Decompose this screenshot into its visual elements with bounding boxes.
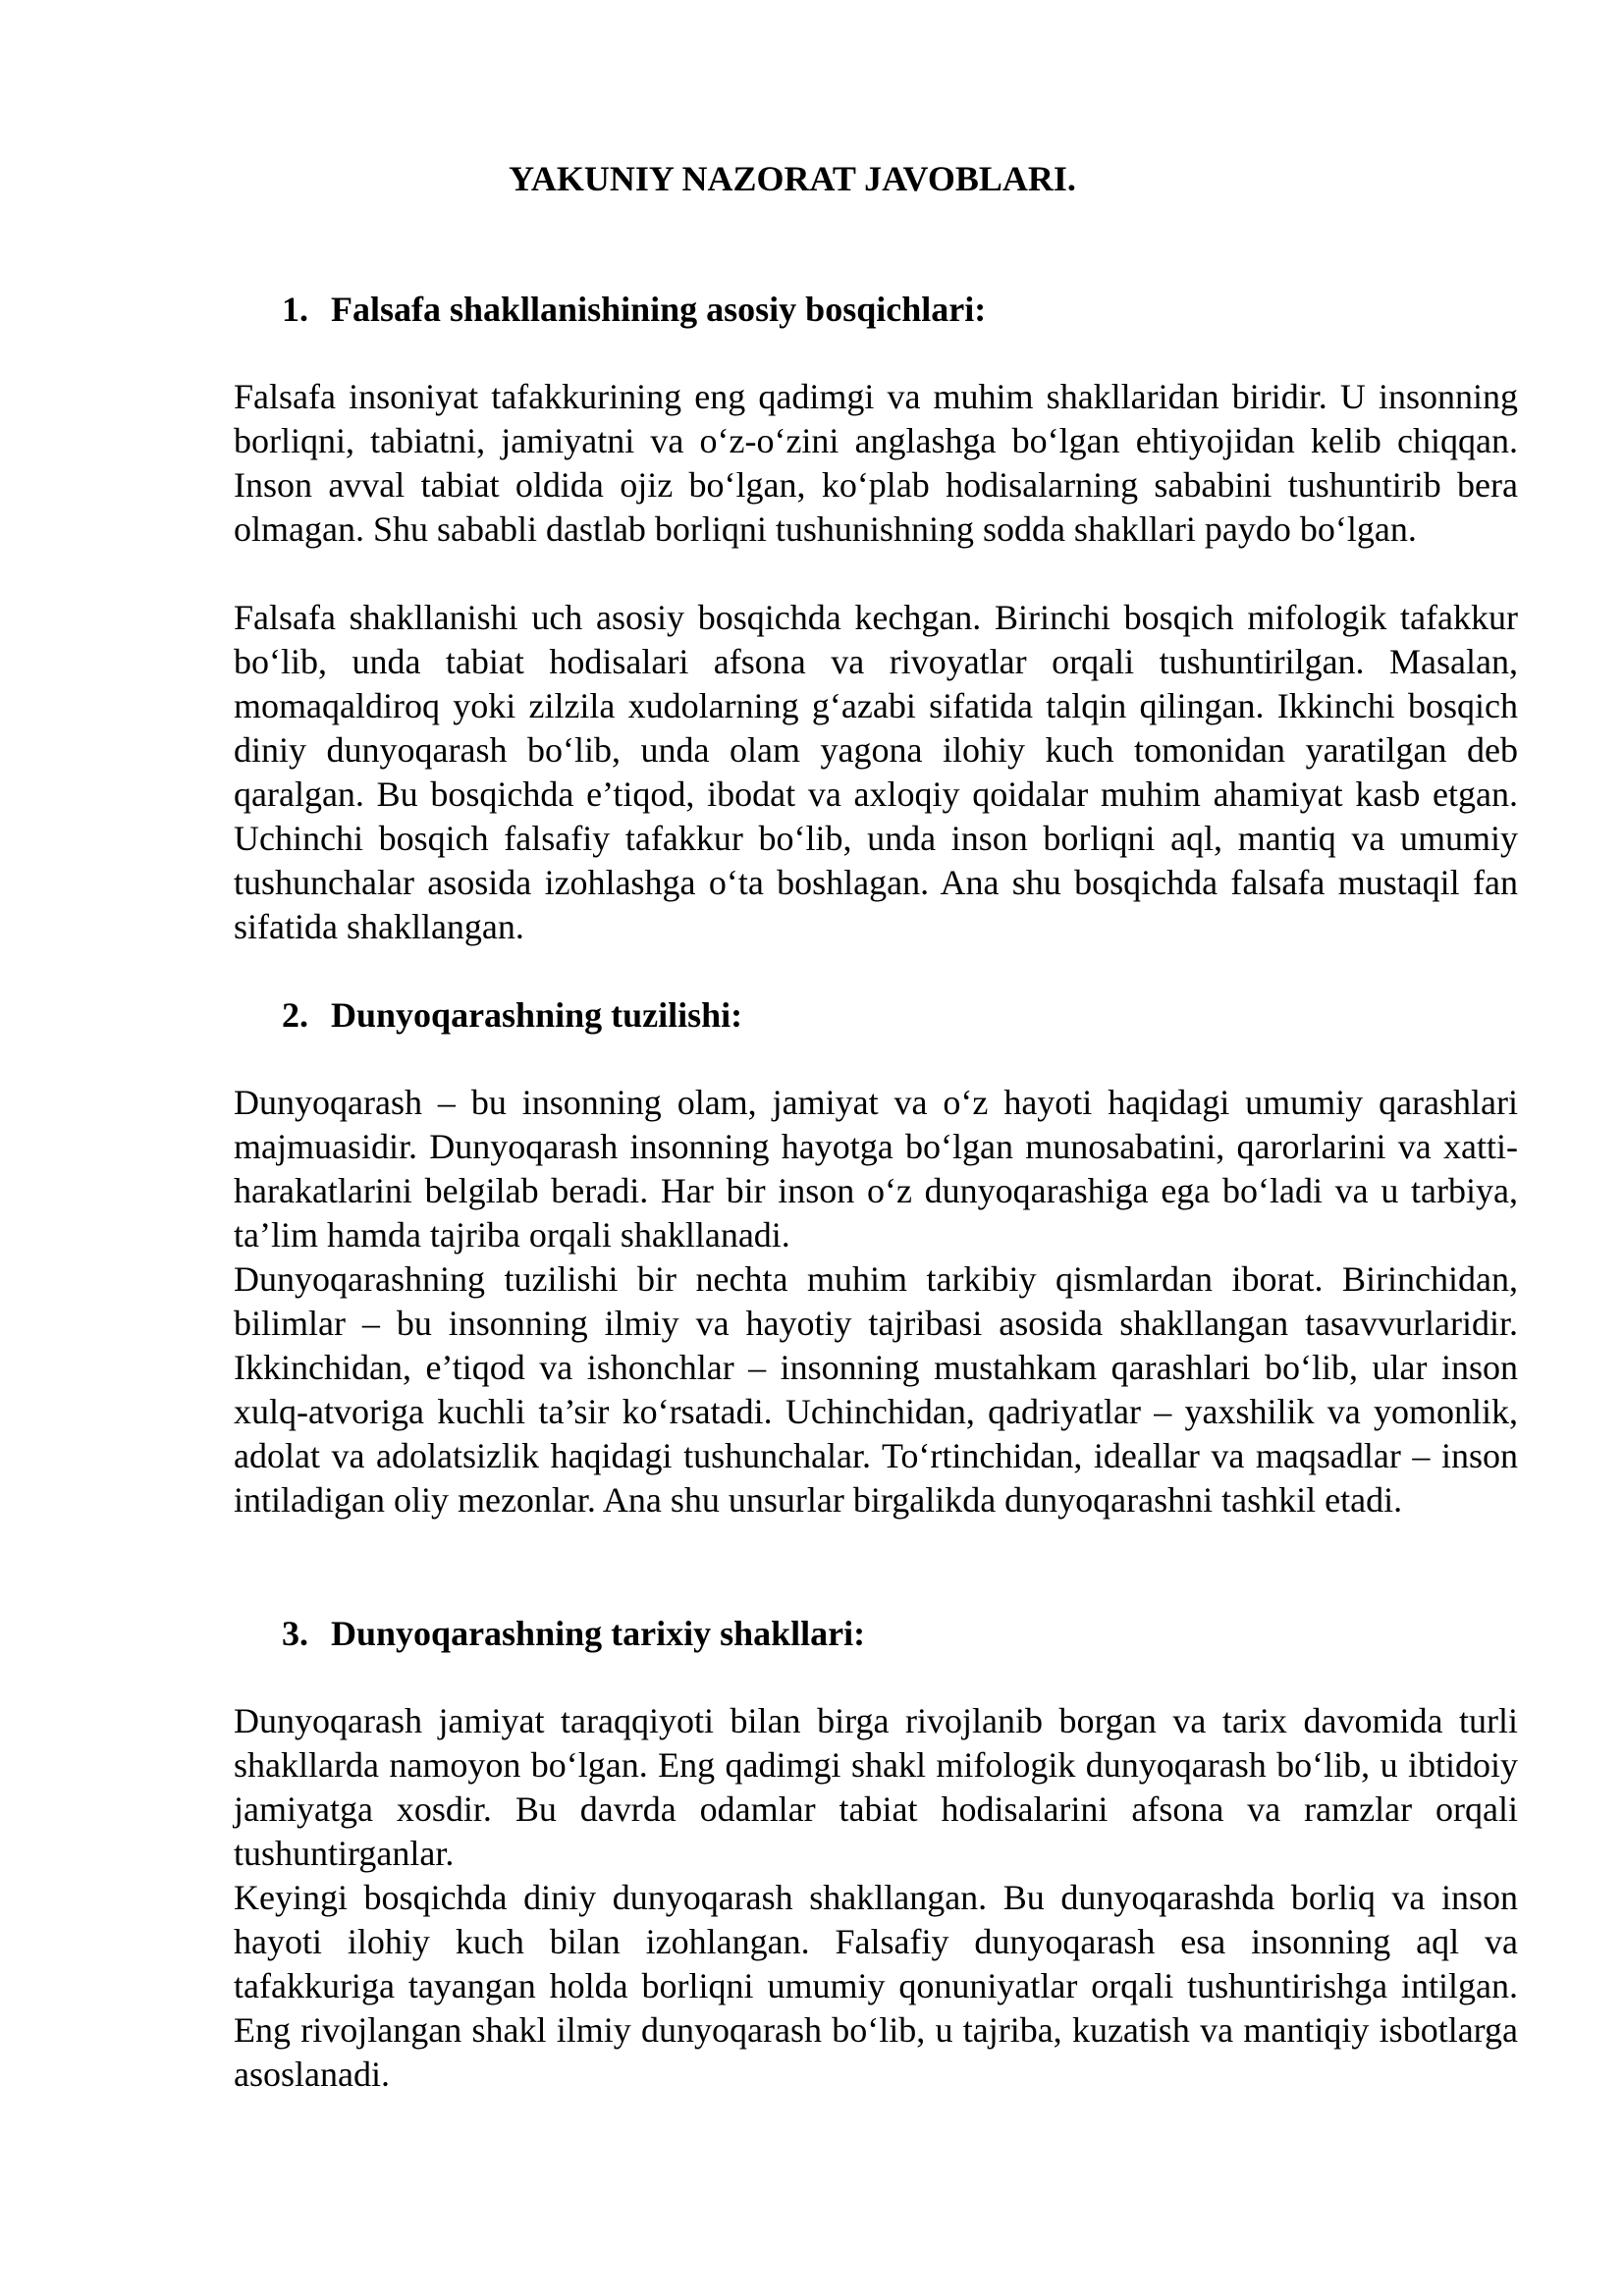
paragraph: Keyingi bosqichda diniy dunyoqarash shakllangan. Bu dunyoqarashda borliq va inson hayoti ilohiy kuch bilan izohlangan. Falsafiy dunyoqarash esa insonning aql va tafakkuriga tayangan holda borliqni umumiy qonuniyatlar orqali tushuntirishga intilgan. Eng rivojlangan shakl ilmiy dunyoqarash bo‘lib, u tajriba, kuzatish va mantiqiy isbotlarga asoslanadi.: [234, 1878, 1518, 2094]
section-heading-text: Dunyoqarashning tarixiy shakllari:: [331, 1614, 866, 1653]
page-title: YAKUNIY NAZORAT JAVOBLARI.: [509, 159, 1076, 198]
section-heading-3: [282, 1612, 865, 1655]
section-heading-1: [282, 288, 986, 331]
paragraph: Falsafa shakllanishi uch asosiy bosqichda kechgan. Birinchi bosqich mifologik tafakkur bo‘lib, unda tabiat hodisalari afsona va rivoyatlar orqali tushuntirilgan. Masalan, momaqaldiroq yoki zilzila xudolarning g‘azabi sifatida talqin qilingan. Ikkinchi bosqich diniy dunyoqarash bo‘lib, unda olam yagona ilohiy kuch tomonidan yaratilgan deb qaralgan. Bu bosqichda e’tiqod, ibodat va axloqiy qoidalar muhim ahamiyat kasb etgan. Uchinchi bosqich falsafiy tafakkur bo‘lib, unda inson borliqni aql, mantiq va umumiy tushunchalar asosida izohlashga o‘ta boshlagan. Ana shu bosqichda falsafa mustaqil fan sifatida shakllangan.: [234, 598, 1518, 946]
section-heading-text: Dunyoqarashning tuzilishi:: [331, 995, 743, 1035]
section-heading-text: Falsafa shakllanishining asosiy bosqichlari:: [331, 290, 987, 329]
section-heading-2: [282, 993, 742, 1037]
paragraph: Dunyoqarashning tuzilishi bir nechta muhim tarkibiy qismlardan iborat. Birinchidan, bilimlar – bu insonning ilmiy va hayotiy tajribasi asosida shakllangan tasavvurlaridir. Ikkinchidan, e’tiqod va ishonchlar – insonning mustahkam qarashlari bo‘lib, ular inson xulq-atvoriga kuchli ta’sir ko‘rsatadi. Uchinchidan, qadriyatlar – yaxshilik va yomonlik, adolat va adolatsizlik haqidagi tushunchalar. To‘rtinchidan, ideallar va maqsadlar – inson intiladigan oliy mezonlar. Ana shu unsurlar birgalikda dunyoqarashni tashkil etadi.: [234, 1259, 1518, 1520]
paragraph: Falsafa insoniyat tafakkurining eng qadimgi va muhim shakllaridan biridir. U insonning borliqni, tabiatni, jamiyatni va o‘z-o‘zini anglashga bo‘lgan ehtiyojidan kelib chiqqan. Inson avval tabiat oldida ojiz bo‘lgan, ko‘plab hodisalarning sababini tushuntirib bera olmagan. Shu sababli dastlab borliqni tushunishning sodda shakllari paydo bo‘lgan.: [234, 377, 1518, 549]
section-number: 1.: [282, 290, 308, 329]
section-number: 2.: [282, 995, 308, 1035]
paragraph: Dunyoqarash jamiyat taraqqiyoti bilan birga rivojlanib borgan va tarix davomida turli shakllarda namoyon bo‘lgan. Eng qadimgi shakl mifologik dunyoqarash bo‘lib, u ibtidoiy jamiyatga xosdir. Bu davrda odamlar tabiat hodisalarini afsona va ramzlar orqali tushuntirganlar.: [234, 1701, 1518, 1873]
paragraph: Dunyoqarash – bu insonning olam, jamiyat va o‘z hayoti haqidagi umumiy qarashlari majmuasidir. Dunyoqarash insonning hayotga bo‘lgan munosabatini, qarorlarini va xatti-harakatlarini belgilab beradi. Har bir inson o‘z dunyoqarashiga ega bo‘ladi va u tarbiya, ta’lim hamda tajriba orqali shakllanadi.: [234, 1083, 1518, 1255]
section-number: 3.: [282, 1614, 308, 1653]
